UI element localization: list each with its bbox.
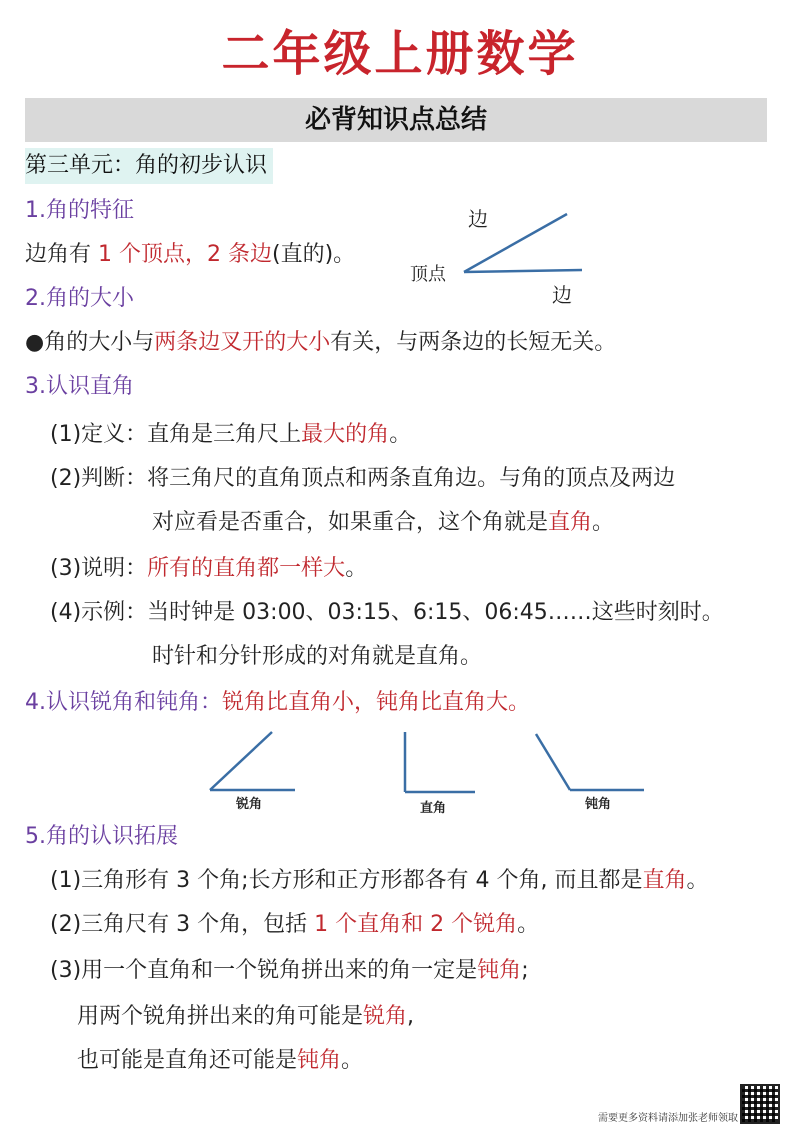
section-1-heading: 1.角的特征 [25,198,134,223]
vertex-label: 顶点 [410,264,446,285]
angle-diagram [400,196,600,316]
definition-line [50,420,411,450]
highlight-text: 两条边叉开的大小 [154,330,331,355]
text-run: , [407,1004,415,1029]
text-run: (直的)。 [271,242,356,267]
section-2-text [25,328,616,358]
section-1-text [25,240,355,270]
highlight-text: 所有的直角都一样大 [147,556,346,581]
highlight-text: 钝角 [477,958,522,983]
angle-types-diagram [200,726,660,818]
edge-label-top: 边 [468,207,488,231]
text-run: (3)说明： [50,556,148,581]
angle-edge-bottom [464,270,582,272]
right-angle [405,732,475,816]
section-3-heading: 3.认识直角 [25,374,134,399]
subtitle: 必背知识点总结 [25,98,767,142]
unit-label: 第三单元：角的初步认识 [25,148,273,184]
page-title: 二年级上册数学 [221,26,579,82]
text-run: (1)三角形有 3 个角;长方形和正方形都各有 4 个角, 而且都是 [50,868,643,893]
extension-line-1 [50,866,709,896]
extension-line-2 [50,910,539,940]
highlight-text: 钝角 [297,1048,342,1073]
judgement-line: (2)判断：将三角尺的直角顶点和两条直角边。与角的顶点及两边 [50,466,676,491]
text-run: 用两个锐角拼出来的角可能是 [77,1004,364,1029]
section-5-heading: 5.角的认识拓展 [25,824,178,849]
judgement-line-2 [152,508,614,538]
text-run: 。 [517,912,540,937]
highlight-text: 直角 [548,510,593,535]
explanation-line [50,554,367,584]
extension-line-3 [50,956,529,986]
highlight-text: 1 个直角和 2 个锐角 [314,912,518,937]
text-run: 。 [389,422,412,447]
section-4-heading [25,688,530,718]
obtuse-angle [536,734,644,812]
text-run: ●角的大小与 [25,330,155,355]
footer-note: 需要更多资料请添加张老师领取 [598,1113,738,1124]
acute-label: 锐角 [236,797,263,812]
text-run: (2)三角尺有 3 个角，包括 [50,912,315,937]
obtuse-label: 钝角 [585,797,612,812]
text-run: 对应看是否重合，如果重合，这个角就是 [152,510,549,535]
extension-line-5 [77,1046,363,1076]
text-run: (3)用一个直角和一个锐角拼出来的角一定是 [50,958,478,983]
text-run: 。 [592,510,615,535]
highlight-text: 锐角 [363,1004,408,1029]
text-run: 也可能是直角还可能是 [77,1048,298,1073]
edge-label-bottom: 边 [552,283,572,307]
highlight-text: 最大的角 [301,422,390,447]
text-run: 。 [341,1048,364,1073]
text-run: 。 [345,556,368,581]
text-run: 边角有 [25,242,98,267]
extension-line-4 [77,1002,414,1032]
right-label: 直角 [420,801,447,816]
text-run: ; [521,958,529,983]
text-run: 。 [686,868,709,893]
text-run: (1)定义：直角是三角尺上 [50,422,302,447]
highlight-text: 锐角比直角小，钝角比直角大。 [222,690,531,715]
highlight-text: 1 个顶点，2 条边 [98,242,272,267]
acute-angle [210,732,295,812]
example-line-2: 时针和分针形成的对角就是直角。 [152,644,483,669]
section-2-heading: 2.角的大小 [25,286,134,311]
highlight-text: 直角 [642,868,687,893]
text-run: 有关，与两条边的长短无关。 [330,330,617,355]
qr-code-icon [740,1084,780,1124]
example-line: (4)示例：当时钟是 03:00、03:15、6:15、06:45……这些时刻时。 [50,600,724,625]
section-heading-text: 4.认识锐角和钝角： [25,690,222,715]
